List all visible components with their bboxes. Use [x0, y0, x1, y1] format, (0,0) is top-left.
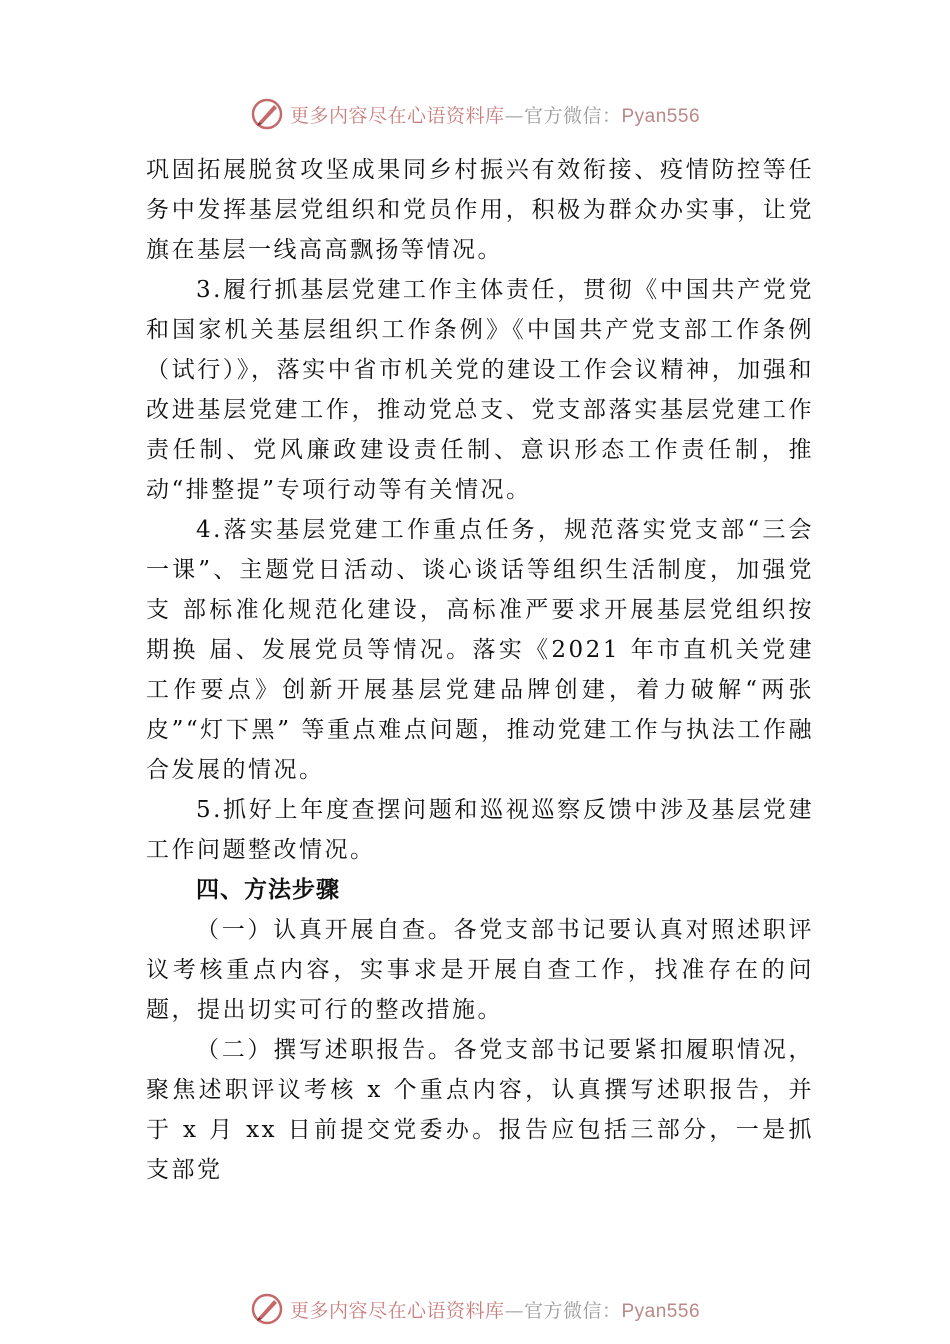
watermark-brand: 更多内容尽在心语资料库: [289, 1299, 505, 1322]
paragraph-4: 5.抓好上年度查摆问题和巡视巡察反馈中涉及基层党建工作问题整改情况。: [146, 797, 814, 863]
watermark-wechat-id: Pyan556: [621, 1300, 701, 1322]
watermark-wechat-id: Pyan556: [621, 105, 701, 127]
paragraph-1: 巩固拓展脱贫攻坚成果同乡村振兴有效衔接、疫情防控等任务中发挥基层党组织和党员作用，积极为群众办实事，让党旗在基层一线高高飘扬等情况。: [146, 157, 814, 263]
watermark-wechat-label: 官方微信：: [523, 104, 622, 127]
watermark-text: [290, 1296, 700, 1323]
watermark-brand: 更多内容尽在心语资料库: [289, 104, 505, 127]
pen-logo-icon: [250, 97, 284, 131]
watermark-separator: —: [504, 1299, 524, 1322]
header-watermark: [0, 94, 950, 134]
section-heading: 四、方法步骤: [196, 877, 340, 903]
pen-logo-icon: [250, 1292, 284, 1326]
watermark-wechat-label: 官方微信：: [523, 1299, 622, 1322]
footer-watermark: [0, 1289, 950, 1329]
watermark-text: [290, 101, 700, 128]
paragraph-3: 4.落实基层党建工作重点任务，规范落实党支部“三会一课”、主题党日活动、谈心谈话等组织生活制度，加强党支 部标准化规范化建设，高标准严要求开展基层党组织按期换 届、发展党员等情况。落实《2021 年市直机关党建工作要点》创新开展基层党建品牌创建，着力破解“两张皮”“灯下黑” 等重点难点问题，推动党建工作与执法工作融合发展的情况。: [146, 517, 814, 783]
document-body: [146, 150, 814, 1190]
watermark-separator: —: [504, 104, 524, 127]
paragraph-2: 3.履行抓基层党建工作主体责任，贯彻《中国共产党党和国家机关基层组织工作条例》《中国共产党支部工作条例（试行）》，落实中省市机关党的建设工作会议精神，加强和改进基层党建工作，推动党总支、党支部落实基层党建工作责任制、党风廉政建设责任制、意识形态工作责任制，推动“排整提”专项行动等有关情况。: [146, 277, 814, 503]
paragraph-5: （一）认真开展自查。各党支部书记要认真对照述职评议考核重点内容，实事求是开展自查工作，找准存在的问题，提出切实可行的整改措施。: [146, 917, 814, 1023]
paragraph-6: （二）撰写述职报告。各党支部书记要紧扣履职情况，聚焦述职评议考核 x 个重点内容，认真撰写述职报告，并于 x 月 xx 日前提交党委办。报告应包括三部分，一是抓支部党: [146, 1037, 814, 1183]
